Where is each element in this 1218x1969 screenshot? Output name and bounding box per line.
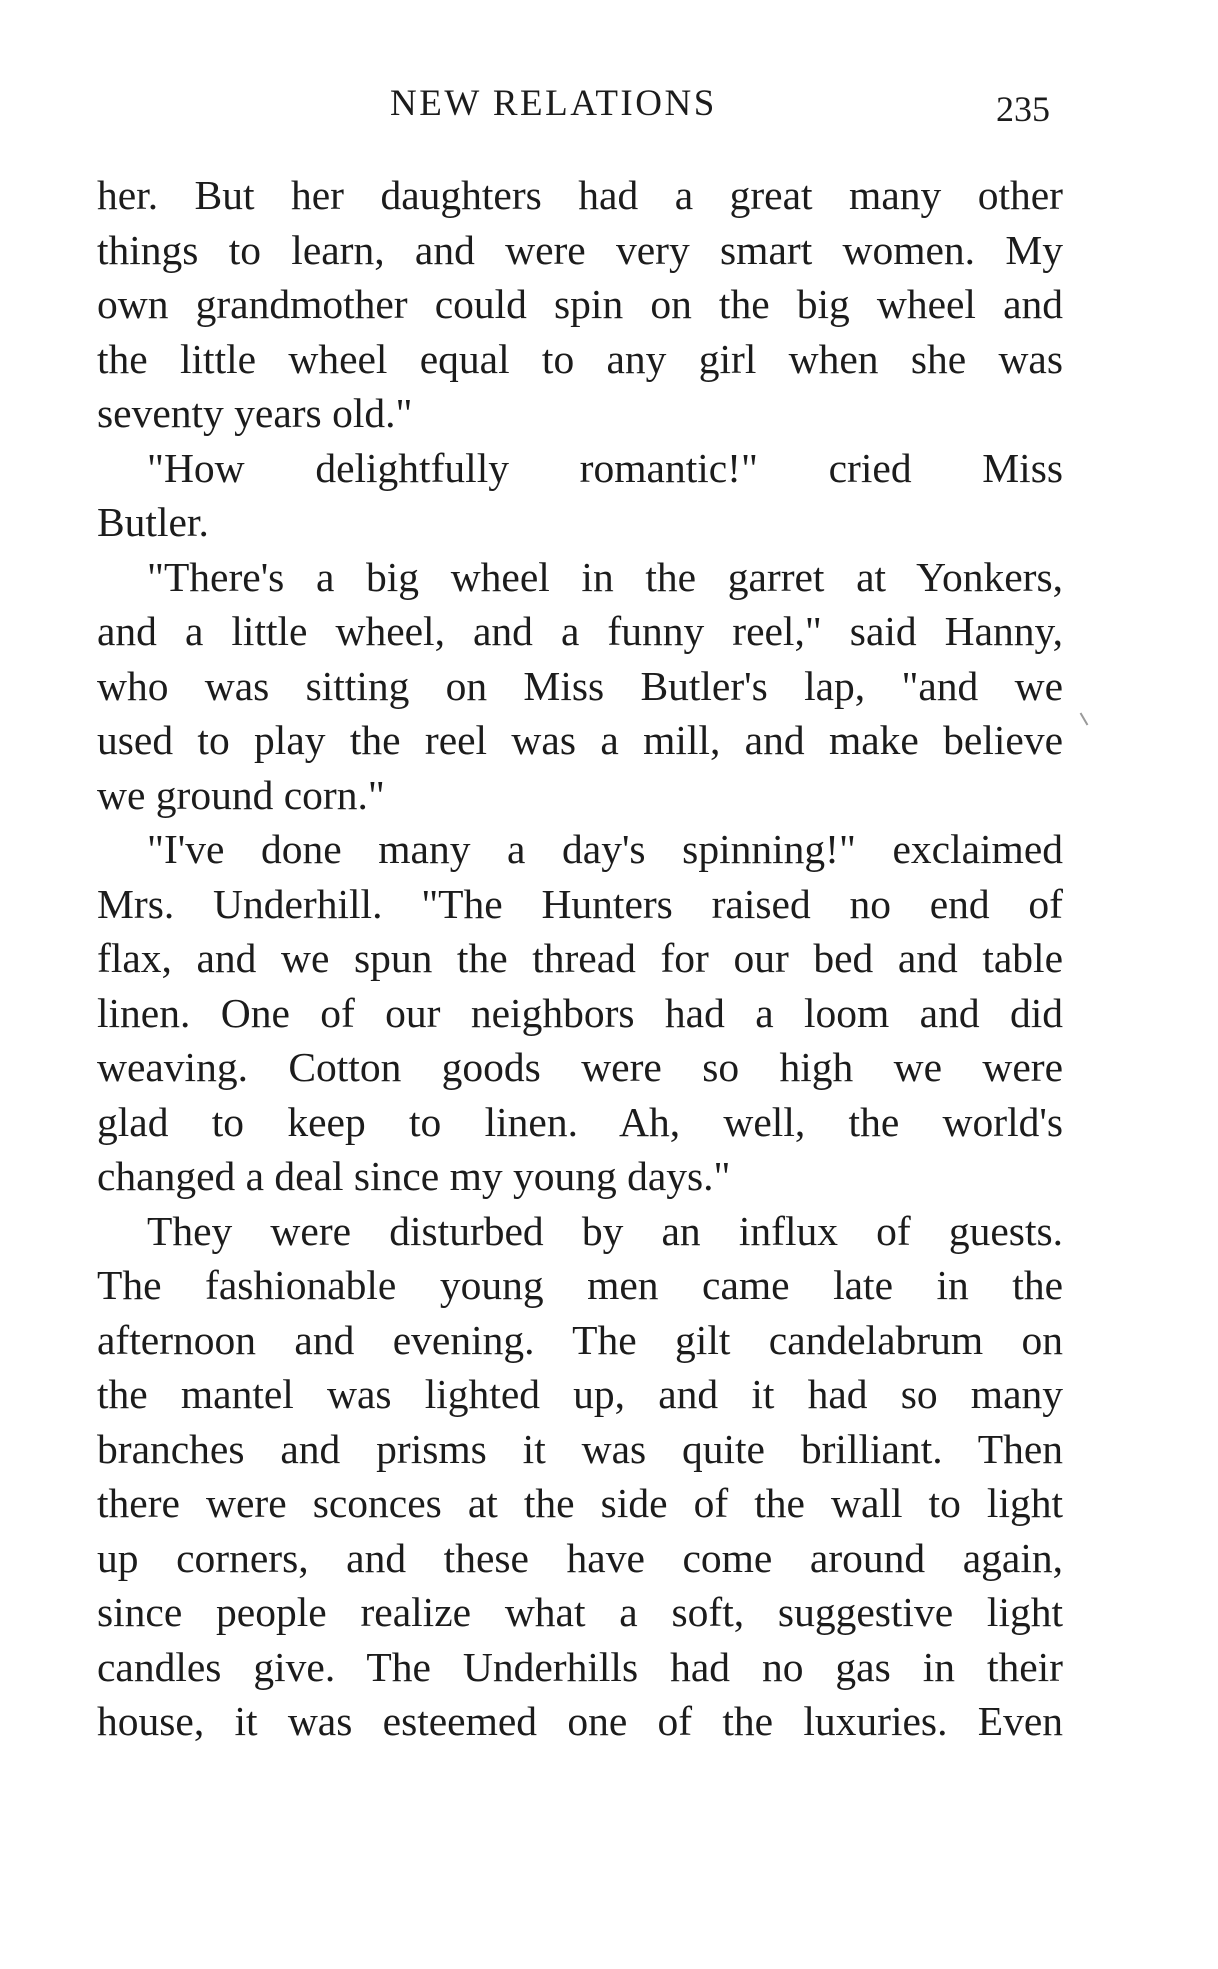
text-line: house, it was esteemed one of the luxuries. Even	[97, 1698, 1063, 1744]
body-text	[97, 168, 1063, 1749]
text-line: Mrs. Underhill. "The Hunters raised no end of	[97, 880, 1063, 927]
text-line: afternoon and evening. The gilt candelabrum on	[97, 1316, 1063, 1363]
text-line: flax, and we spun the thread for our bed and table	[97, 935, 1063, 981]
text-line: They were disturbed by an influx of guests.	[147, 1207, 1063, 1254]
running-head	[0, 82, 1218, 132]
text-line: used to play the reel was a mill, and make believe	[97, 717, 1063, 763]
text-line: things to learn, and were very smart women. My	[97, 226, 1063, 273]
text-line: the mantel was lighted up, and it had so many	[97, 1371, 1063, 1417]
text-line: glad to keep to linen. Ah, well, the world's	[97, 1098, 1063, 1145]
page-number: 235	[996, 89, 1050, 129]
text-line: "How delightfully romantic!" cried Miss	[147, 444, 1063, 491]
text-line: "There's a big wheel in the garret at Yonkers,	[147, 553, 1063, 600]
text-line: we ground corn."	[97, 771, 385, 818]
text-line: seventy years old."	[97, 390, 413, 436]
text-line: "I've done many a day's spinning!" exclaimed	[147, 826, 1063, 872]
text-line: The fashionable young men came late in the	[97, 1262, 1063, 1308]
text-line: Butler.	[97, 499, 209, 545]
margin-speck	[1080, 712, 1089, 725]
text-line: own grandmother could spin on the big wheel and	[97, 281, 1063, 327]
text-line: linen. One of our neighbors had a loom and did	[97, 989, 1063, 1036]
text-line: branches and prisms it was quite brilliant. Then	[97, 1425, 1063, 1472]
text-line: since people realize what a soft, suggestive light	[97, 1589, 1063, 1635]
text-line: the little wheel equal to any girl when she was	[97, 335, 1063, 382]
text-line: up corners, and these have come around again,	[97, 1534, 1063, 1581]
text-line: who was sitting on Miss Butler's lap, "and we	[97, 662, 1063, 709]
text-line: candles give. The Underhills had no gas in their	[97, 1643, 1063, 1690]
running-title: NEW RELATIONS	[390, 83, 717, 124]
text-line: changed a deal since my young days."	[97, 1153, 731, 1199]
text-line: weaving. Cotton goods were so high we were	[97, 1044, 1063, 1090]
text-line: and a little wheel, and a funny reel," said Hanny,	[97, 608, 1063, 654]
text-line: her. But her daughters had a great many other	[97, 172, 1063, 218]
text-line: there were sconces at the side of the wall to light	[97, 1480, 1063, 1526]
